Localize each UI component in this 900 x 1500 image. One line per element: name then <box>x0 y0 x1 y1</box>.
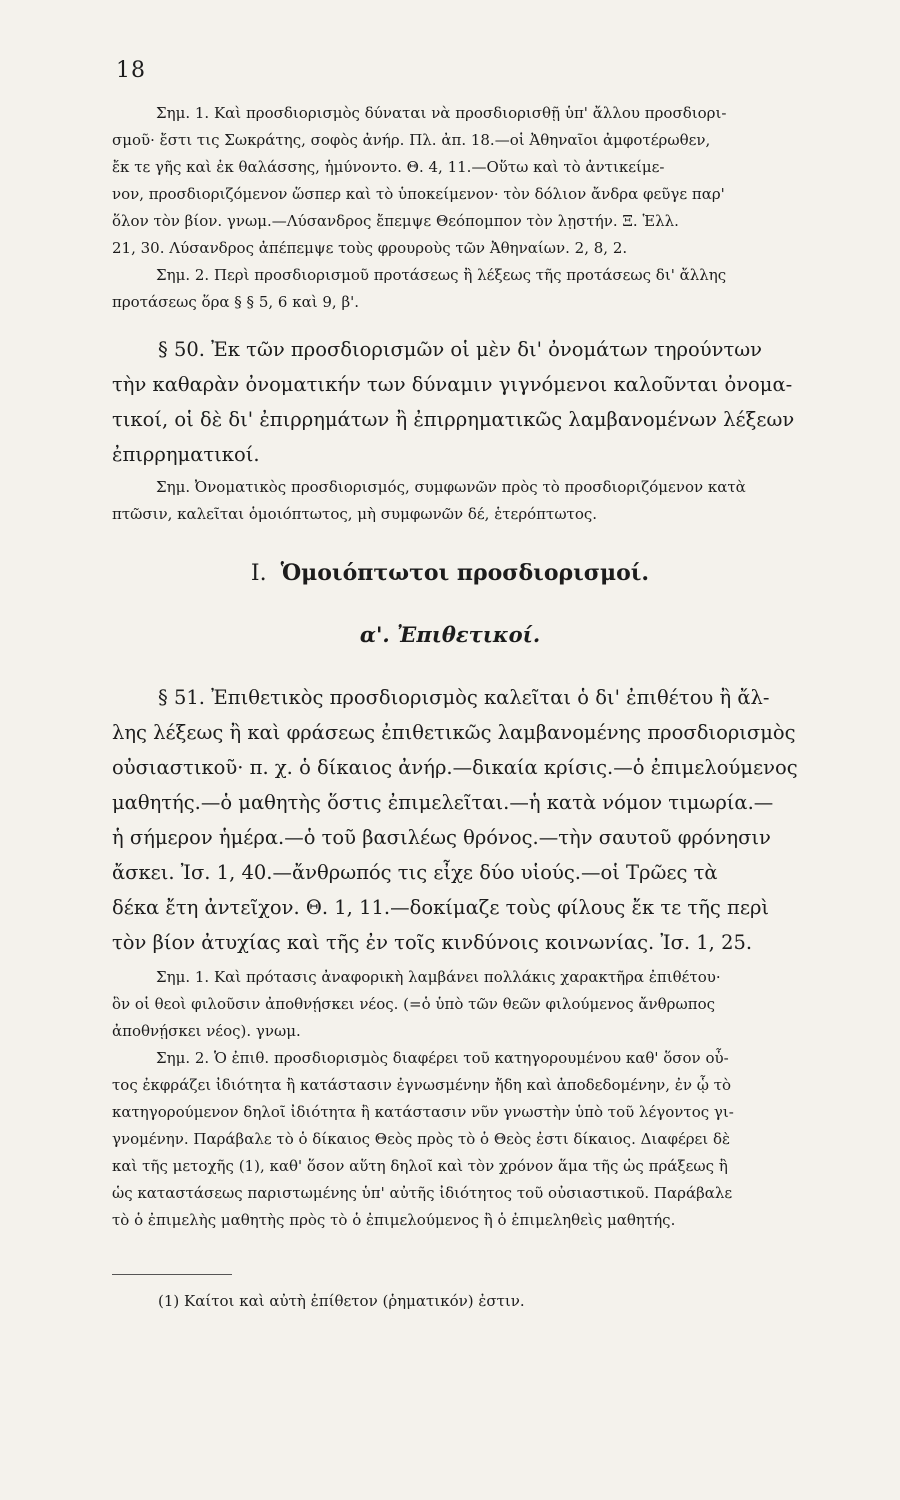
note-line: κατηγορούμενον δηλοῖ ἰδιότητα ἢ κατάστασιν νῦν γνωστὴν ὑπὸ τοῦ λέγοντος γι- <box>112 1103 734 1121</box>
note-line: ἔκ τε γῆς καὶ ἐκ θαλάσσης, ἡμύνοντο. Θ. 4, 11.—Οὕτω καὶ τὸ ἀντικείμε- <box>112 158 665 176</box>
note-line: ὡς καταστάσεως παριστωμένης ὑπ' αὐτῆς ἰδιότητος τοῦ οὐσιαστικοῦ. Παράβαλε <box>112 1184 733 1202</box>
note-line: νον, προσδιοριζόμενον ὥσπερ καὶ τὸ ὑποκείμενον· τὸν δόλιον ἄνδρα φεῦγε παρ' <box>112 185 725 203</box>
note-line: 21, 30. Λύσανδρος ἀπέπεμψε τοὺς φρουροὺς τῶν Ἀθηναίων. 2, 8, 2. <box>112 239 628 257</box>
section-51 <box>112 680 864 960</box>
note-line: τος ἐκφράζει ἰδιότητα ἢ κατάστασιν ἐγνωσμένην ἤδη καὶ ἀποδεδομένην, ἐν ᾧ τὸ <box>112 1076 732 1094</box>
text-line: δέκα ἔτη ἀντεῖχον. Θ. 1, 11.—δοκίμαζε τοὺς φίλους ἔκ τε τῆς περὶ <box>112 896 770 919</box>
page-number: 18 <box>116 58 146 83</box>
note-line: καὶ τῆς μετοχῆς (1), καθ' ὅσον αὕτη δηλοῖ καὶ τὸν χρόνον ἅμα τῆς ὡς πράξεως ἢ <box>112 1157 728 1175</box>
text-line: ἐπιρρηματικοί. <box>112 443 260 466</box>
heading-number: I. <box>250 561 267 586</box>
note-line: Σημ. 1. Καὶ προσδιορισμὸς δύναται νὰ προσδιορισθῇ ὑπ' ἄλλου προσδιορι- <box>156 104 727 122</box>
section-50 <box>112 332 864 472</box>
note-line: πτῶσιν, καλεῖται ὁμοιόπτωτος, μὴ συμφωνῶν δέ, ἑτερόπτωτος. <box>112 505 598 523</box>
note-line: ἀποθνῄσκει νέος). γνωμ. <box>112 1022 301 1040</box>
notes-top <box>112 100 864 316</box>
text-line: § 51. Ἐπιθετικὸς προσδιορισμὸς καλεῖται ὁ δι' ἐπιθέτου ἢ ἄλ- <box>158 686 770 709</box>
text-line: ἡ σήμερον ἡμέρα.—ὁ τοῦ βασιλέως θρόνος.—τὴν σαυτοῦ φρόνησιν <box>112 826 771 849</box>
note-line: Σημ. 2. Περὶ προσδιορισμοῦ προτάσεως ἢ λέξεως τῆς προτάσεως δι' ἄλλης <box>156 266 727 284</box>
note-line: Σημ. 1. Καὶ πρότασις ἀναφορικὴ λαμβάνει πολλάκις χαρακτῆρα ἐπιθέτου· <box>156 968 721 986</box>
heading-title: Ὁμοιόπτωτοι προσδιορισμοί. <box>280 560 650 586</box>
note-line: ὅλον τὸν βίον. γνωμ.—Λύσανδρος ἔπεμψε Θεόπομπον τὸν λῃστήν. Ξ. Ἑλλ. <box>112 212 679 230</box>
section-heading-1 <box>0 560 900 586</box>
subsection-heading: α'. Ἐπιθετικοί. <box>359 622 541 647</box>
text-line: τὴν καθαρὰν ὀνοματικήν των δύναμιν γιγνόμενοι καλοῦνται ὀνομα- <box>112 373 793 396</box>
text-line: μαθητής.—ὁ μαθητὴς ὅστις ἐπιμελεῖται.—ἡ κατὰ νόμον τιμωρία.— <box>112 791 774 814</box>
note-line: σμοῦ· ἔστι τις Σωκράτης, σοφὸς ἀνήρ. Πλ. ἀπ. 18.—οἱ Ἀθηναῖοι ἀμφοτέρωθεν, <box>112 131 711 149</box>
note-50 <box>112 474 864 528</box>
note-line: τὸ ὁ ἐπιμελὴς μαθητὴς πρὸς τὸ ὁ ἐπιμελούμενος ἢ ὁ ἐπιμεληθεὶς μαθητής. <box>112 1211 676 1229</box>
notes-51 <box>112 964 864 1234</box>
note-line: γνομένην. Παράβαλε τὸ ὁ δίκαιος Θεὸς πρὸς τὸ ὁ Θεὸς ἐστι δίκαιος. Διαφέρει δὲ <box>112 1130 731 1148</box>
note-line: Σημ. Ὀνοματικὸς προσδιορισμός, συμφωνῶν πρὸς τὸ προσδιοριζόμενον κατὰ <box>156 478 746 496</box>
text-line: τὸν βίον ἀτυχίας καὶ τῆς ἐν τοῖς κινδύνοις κοινωνίας. Ἰσ. 1, 25. <box>112 931 753 954</box>
text-line: § 50. Ἐκ τῶν προσδιορισμῶν οἱ μὲν δι' ὀνομάτων τηρούντων <box>158 338 762 361</box>
text-line: οὐσιαστικοῦ· π. χ. ὁ δίκαιος ἀνήρ.—δικαία κρίσις.—ὁ ἐπιμελούμενος <box>112 756 798 779</box>
text-line: τικοί, οἱ δὲ δι' ἐπιρρημάτων ἢ ἐπιρρηματικῶς λαμβανομένων λέξεων <box>112 408 795 431</box>
footnote-divider <box>112 1274 232 1275</box>
text-line: ἄσκει. Ἰσ. 1, 40.—ἄνθρωπός τις εἶχε δύο υἱούς.—οἱ Τρῶες τὰ <box>112 861 718 884</box>
footnote: (1) Καίτοι καὶ αὐτὴ ἐπίθετον (ῥηματικόν) ἐστιν. <box>158 1292 525 1310</box>
note-line: προτάσεως ὅρα § § 5, 6 καὶ 9, β'. <box>112 293 360 311</box>
note-line: Σημ. 2. Ὁ ἐπιθ. προσδιορισμὸς διαφέρει τοῦ κατηγορουμένου καθ' ὅσον οὗ- <box>156 1049 729 1067</box>
text-line: λης λέξεως ἢ καὶ φράσεως ἐπιθετικῶς λαμβανομένης προσδιορισμὸς <box>112 721 796 744</box>
note-line: ὃν οἱ θεοὶ φιλοῦσιν ἀποθνῄσκει νέος. (=ὁ ὑπὸ τῶν θεῶν φιλούμενος ἄνθρωπος <box>112 995 716 1013</box>
